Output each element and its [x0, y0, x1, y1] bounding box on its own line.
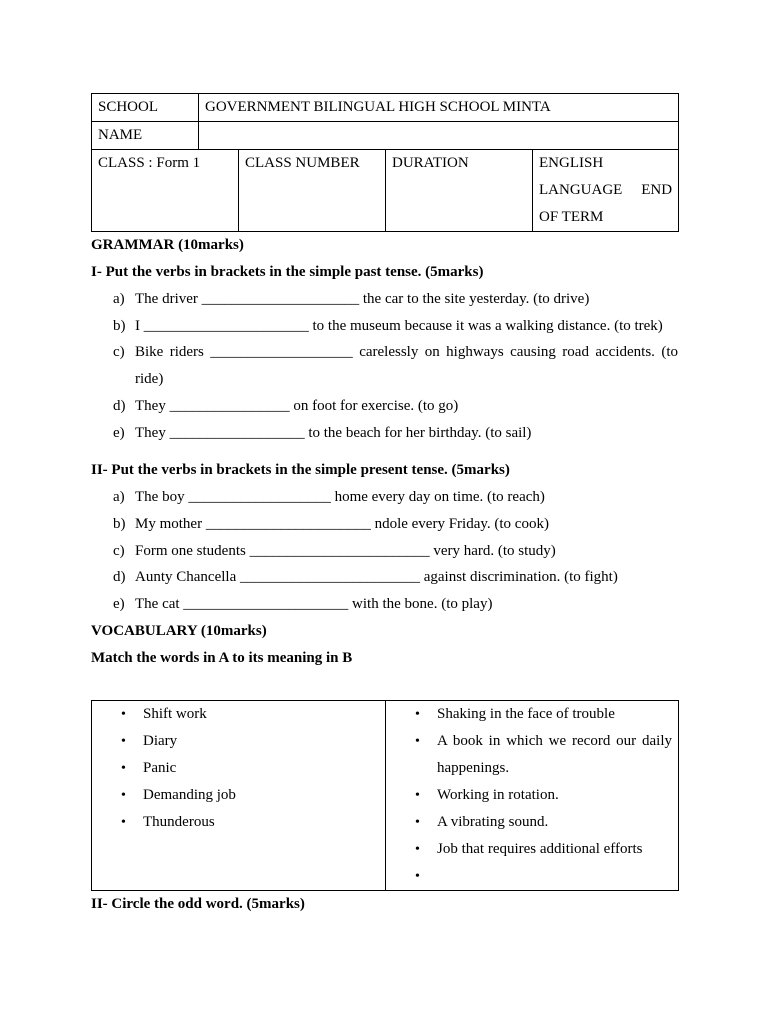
item-marker: d)	[113, 397, 126, 414]
meaning-b: Working in rotation.	[437, 786, 559, 803]
list-item	[98, 809, 379, 836]
list-item	[392, 863, 672, 890]
list-item	[91, 339, 678, 392]
item-marker: b)	[113, 317, 126, 334]
subject-line-3: OF TERM	[539, 209, 604, 225]
list-item	[91, 420, 678, 447]
subject-line-1: ENGLISH	[539, 155, 604, 171]
subject-language: LANGUAGE	[539, 182, 623, 198]
spacer	[91, 672, 678, 689]
list-item	[98, 755, 379, 782]
item-text: Form one students ________________________ very hard. (to study)	[135, 542, 556, 559]
section1-title: I- Put the verbs in brackets in the simple past tense. (5marks)	[91, 264, 484, 280]
item-marker: e)	[113, 424, 125, 441]
item-marker: a)	[113, 291, 125, 307]
column-b	[386, 700, 679, 890]
word-a: Shift work	[143, 705, 207, 722]
item-text: They ________________ on foot for exercise. (to go)	[135, 397, 459, 414]
list-item	[392, 836, 672, 863]
matching-table	[91, 700, 679, 891]
subject-cell	[533, 150, 679, 232]
bullet-icon: •	[415, 706, 420, 722]
item-marker: b)	[113, 515, 126, 532]
section2-list	[91, 484, 678, 618]
word-a: Panic	[143, 759, 177, 776]
header-table	[91, 93, 679, 232]
item-text: I ______________________ to the museum because it was a walking distance. (to trek)	[135, 317, 663, 334]
meaning-b: Job that requires additional efforts	[437, 840, 643, 857]
item-text: The driver _____________________ the car to the site yesterday. (to drive)	[135, 291, 590, 307]
word-a: Diary	[143, 732, 178, 749]
item-text: My mother ______________________ ndole every Friday. (to cook)	[135, 515, 549, 532]
list-item	[392, 728, 672, 782]
list-item	[98, 701, 379, 728]
grammar-title: GRAMMAR (10marks)	[91, 237, 244, 253]
name-field[interactable]	[199, 122, 679, 150]
word-a: Thunderous	[143, 813, 215, 830]
bullet-icon: •	[121, 706, 126, 722]
item-text: Bike riders ___________________ carelessly on highways causing road accidents. (to ride)	[135, 344, 678, 388]
item-marker: d)	[113, 569, 126, 586]
meaning-b: A vibrating sound.	[437, 813, 549, 830]
duration-label: DURATION	[386, 150, 533, 232]
list-item	[91, 591, 678, 618]
bullet-icon: •	[415, 733, 420, 749]
bullet-icon: •	[121, 787, 126, 803]
spacer	[91, 446, 678, 457]
list-item	[91, 286, 678, 313]
bullet-icon: •	[415, 868, 420, 884]
item-text: Aunty Chancella ________________________ against discrimination. (to fight)	[135, 569, 618, 586]
list-item	[392, 809, 672, 836]
item-text: The cat ______________________ with the bone. (to play)	[135, 596, 493, 613]
list-item	[98, 728, 379, 755]
bullet-icon: •	[121, 814, 126, 830]
item-text: The boy ___________________ home every day on time. (to reach)	[135, 489, 545, 506]
list-item	[392, 782, 672, 809]
list-item	[91, 538, 678, 565]
word-a: Demanding job	[143, 786, 236, 803]
class-number-label: CLASS NUMBER	[239, 150, 386, 232]
list-item	[91, 564, 678, 591]
list-item	[91, 511, 678, 538]
vocabulary-instruction: Match the words in A to its meaning in B	[91, 649, 353, 666]
name-label: NAME	[92, 122, 199, 150]
item-marker: c)	[113, 542, 125, 559]
item-marker: e)	[113, 596, 125, 613]
meaning-b: A book in which we record our daily happenings.	[437, 732, 672, 776]
item-text: They __________________ to the beach for her birthday. (to sail)	[135, 424, 532, 441]
odd-word-title: II- Circle the odd word. (5marks)	[91, 895, 305, 912]
bullet-icon: •	[121, 733, 126, 749]
list-item	[392, 701, 672, 728]
meaning-b: Shaking in the face of trouble	[437, 705, 615, 722]
item-marker: c)	[113, 344, 125, 361]
bullet-icon: •	[415, 841, 420, 857]
column-a	[92, 700, 386, 890]
bullet-icon: •	[415, 787, 420, 803]
school-label: SCHOOL	[92, 94, 199, 122]
bullet-icon: •	[415, 814, 420, 830]
school-value: GOVERNMENT BILINGUAL HIGH SCHOOL MINTA	[199, 94, 679, 122]
bullet-icon: •	[121, 760, 126, 776]
list-item	[91, 393, 678, 420]
list-item	[91, 313, 678, 340]
exam-sheet	[91, 93, 678, 918]
subject-line-2	[539, 177, 672, 204]
vocabulary-title: VOCABULARY (10marks)	[91, 622, 267, 639]
subject-end: END	[641, 182, 673, 198]
class-label: CLASS : Form 1	[92, 150, 239, 232]
list-item	[98, 782, 379, 809]
item-marker: a)	[113, 489, 125, 506]
list-item	[91, 484, 678, 511]
section2-title: II- Put the verbs in brackets in the simple present tense. (5marks)	[91, 462, 510, 479]
section1-list	[91, 286, 678, 446]
